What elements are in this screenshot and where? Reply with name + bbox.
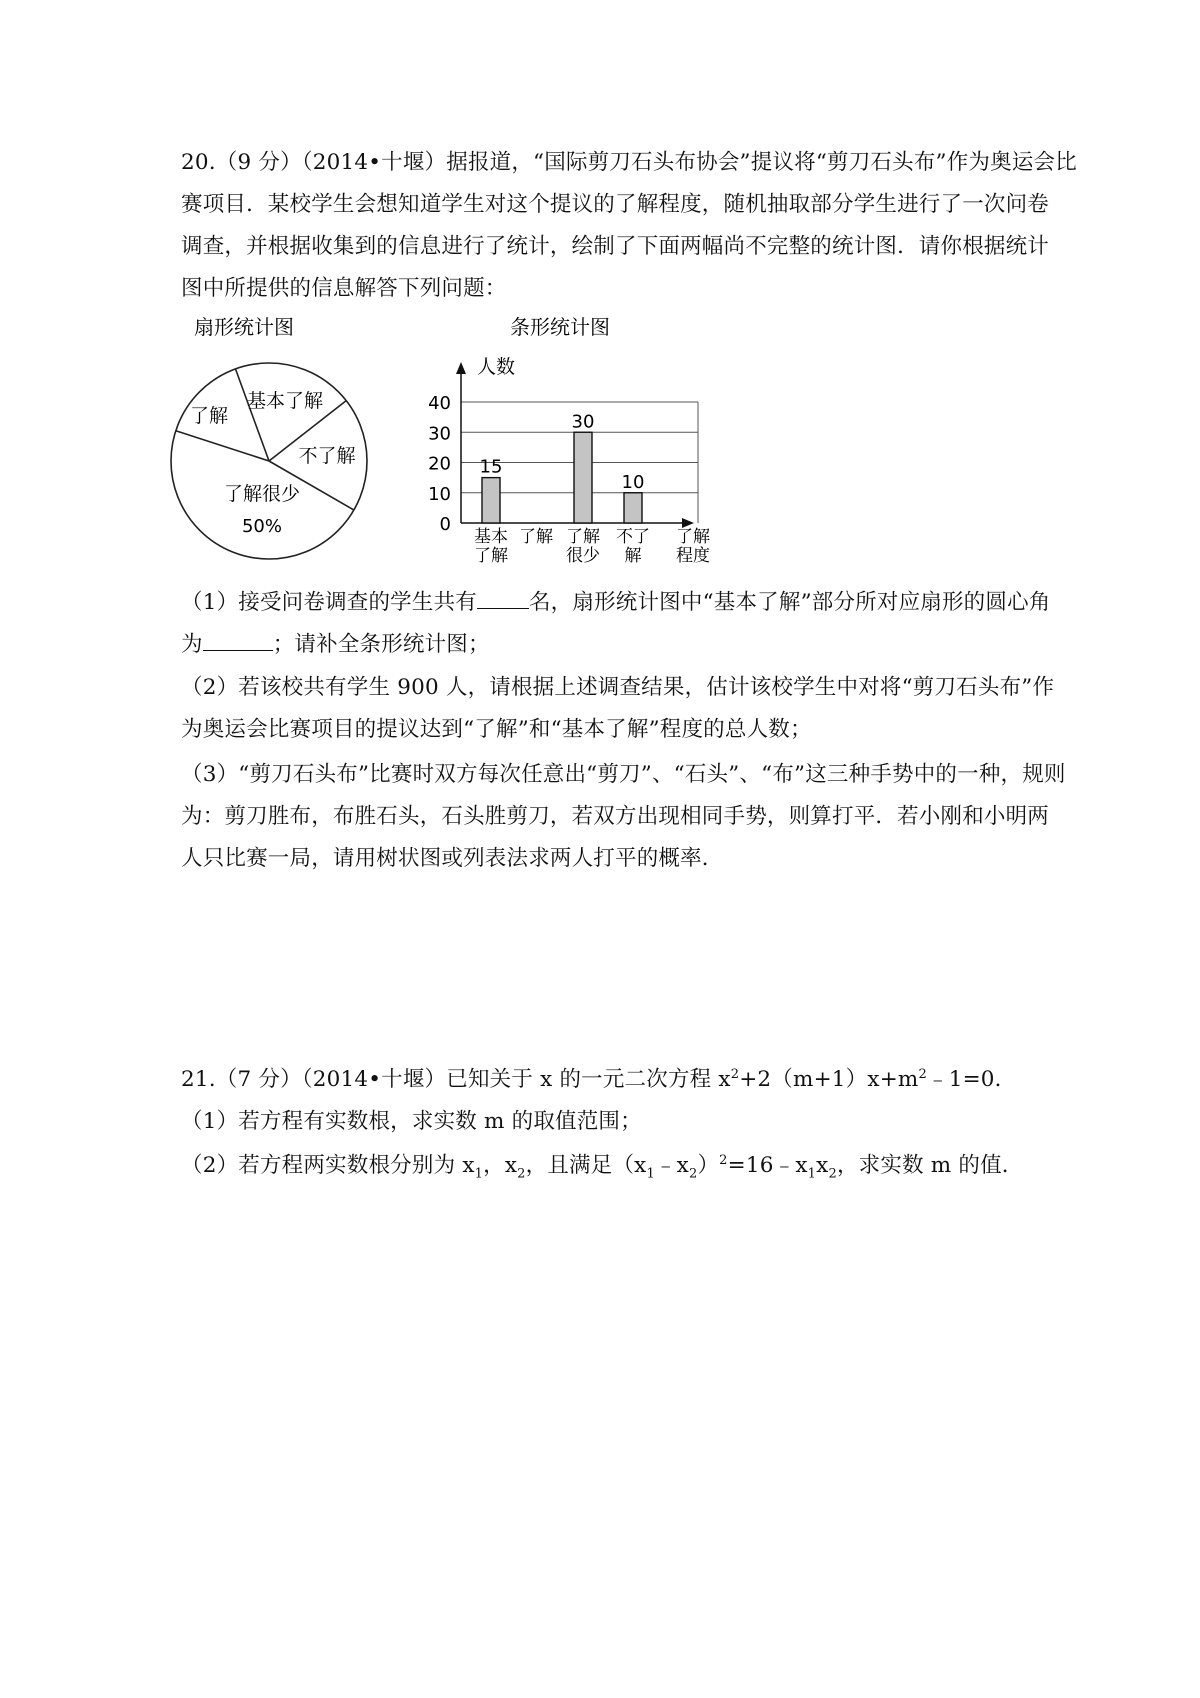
q20-sub1-text-d: ；请补全条形统计图； [272, 632, 490, 657]
pie-label-2: 了解很少 [223, 483, 301, 505]
q21-sub2-s3: 1 [646, 1166, 655, 1182]
q21-text-a: 21.（7 分）（2014•十堰）已知关于 x 的一元二次方程 x [181, 1067, 731, 1092]
bar-title: 条形统计图 [510, 315, 610, 339]
q21-text-b: +2（m+1）x+m [739, 1067, 919, 1092]
y-axis-arrow [456, 362, 466, 374]
q21-sup-1: 2 [730, 1066, 740, 1082]
bar-value-label-3: 10 [621, 471, 645, 493]
y-tick-label-3: 30 [428, 423, 451, 445]
q20-sub1-text-b: 名，扇形统计图中“基本了解”部分所对应扇形的圆心角 [528, 590, 1051, 615]
x-tick-label-3-a: 不了 [616, 527, 650, 547]
x-tick-label-1: 了解 [519, 527, 553, 547]
q20-line-3: 调查，并根据收集到的信息进行了统计，绘制了下面两幅尚不完整的统计图．请你根据统计 [181, 234, 1050, 259]
q21-sub2-c: ，且满足（x [525, 1153, 647, 1178]
bar-2 [574, 432, 592, 523]
q21-sub2-a: （2）若方程两实数根分别为 x [181, 1153, 475, 1178]
bar-value-label-0: 15 [479, 456, 503, 478]
x-tick-label-2-b: 很少 [566, 546, 600, 566]
answer-blank-total [477, 590, 529, 609]
q21-heading [181, 1062, 1016, 1093]
q20-line-2: 赛项目．某校学生会想知道学生对这个提议的了解程度，随机抽取部分学生进行了一次问卷 [181, 192, 1050, 217]
pie-divider-0 [235, 369, 269, 461]
y-axis-label: 人数 [477, 356, 516, 378]
q20-line-1: 20.（9 分）（2014•十堰）据报道，“国际剪刀石头布协会”提议将“剪刀石头布”作为奥运会比 [181, 150, 1077, 175]
q20-sub3-line-3: 人只比赛一局，请用树状图或列表法求两人打平的概率． [181, 846, 724, 871]
q21-sub2-s2: 2 [517, 1166, 526, 1182]
q21-sub2-h: ，求实数 m 的值． [836, 1153, 1024, 1178]
q21-sub2-d: ﹣x [654, 1153, 689, 1178]
q20-sub3-line-2: 为：剪刀胜布，布胜石头，石头胜剪刀，若双方出现相同手势，则算打平．若小刚和小明两 [181, 804, 1050, 829]
bar-chart [428, 315, 710, 566]
q20-line-4: 图中所提供的信息解答下列问题： [181, 276, 507, 301]
bar-0 [482, 478, 500, 523]
q20-sub1-line [181, 585, 1050, 616]
q21-sub2-b: ，x [483, 1153, 518, 1178]
q20-sub3-line-1: （3）“剪刀石头布”比赛时双方每次任意出“剪刀”、“石头”、“布”这三种手势中的一种，规则 [181, 762, 1066, 787]
q20-sub1-text-c: 为 [181, 632, 203, 657]
q21-sub2-s4: 2 [688, 1166, 698, 1182]
q21-sup-2: 2 [918, 1066, 927, 1082]
x-tick-label-0-a: 基本 [474, 527, 508, 547]
q21-sub1-line: （1）若方程有实数根，求实数 m 的取值范围； [181, 1109, 642, 1134]
y-tick-label-1: 10 [428, 483, 451, 505]
pie-divider-3 [176, 431, 269, 461]
answer-blank-angle [203, 632, 273, 651]
x-axis-label-line-2: 程度 [676, 546, 710, 566]
pie-title: 扇形统计图 [194, 315, 294, 339]
q21-sub2-line [181, 1148, 1024, 1181]
q21-sub2-s1: 1 [474, 1166, 484, 1182]
x-tick-label-3-b: 解 [624, 546, 642, 566]
x-tick-label-2-a: 了解 [566, 527, 600, 547]
q21-text-c: ﹣1=0． [927, 1067, 1017, 1092]
q21-sub2-s6: 2 [828, 1166, 837, 1182]
y-tick-label-0: 0 [439, 514, 451, 535]
q20-sub2-line-1: （2）若该校共有学生 900 人，请根据上述调查结果，估计该校学生中对将“剪刀石头布”作 [181, 675, 1055, 700]
y-tick-label-4: 40 [428, 393, 451, 414]
bar-3 [624, 493, 642, 523]
q21-sub2-s5: 1 [807, 1166, 817, 1182]
x-axis-label-line-1: 了解 [676, 527, 710, 547]
pie-label-3: 了解 [189, 405, 229, 427]
q20-sub2-line-2: 为奥运会比赛项目的提议达到“了解”和“基本了解”程度的总人数； [181, 717, 812, 742]
q21-sub2-sup: 2 [719, 1152, 728, 1168]
q21-sub2-g: x [816, 1153, 829, 1178]
q20-sub1-line-2 [181, 627, 490, 658]
q21-sub2-f: =16﹣x [727, 1153, 808, 1178]
pie-percent-2: 50% [241, 516, 283, 537]
q21-sub2-e: ） [697, 1153, 720, 1178]
x-tick-label-0-b: 了解 [474, 546, 508, 566]
pie-label-1: 不了解 [298, 445, 356, 467]
bar-value-label-2: 30 [571, 411, 595, 433]
pie-label-0: 基本了解 [246, 390, 324, 412]
q20-sub1-text-a: （1）接受问卷调查的学生共有 [181, 590, 477, 615]
y-tick-label-2: 20 [428, 453, 451, 475]
pie-chart [171, 315, 367, 559]
